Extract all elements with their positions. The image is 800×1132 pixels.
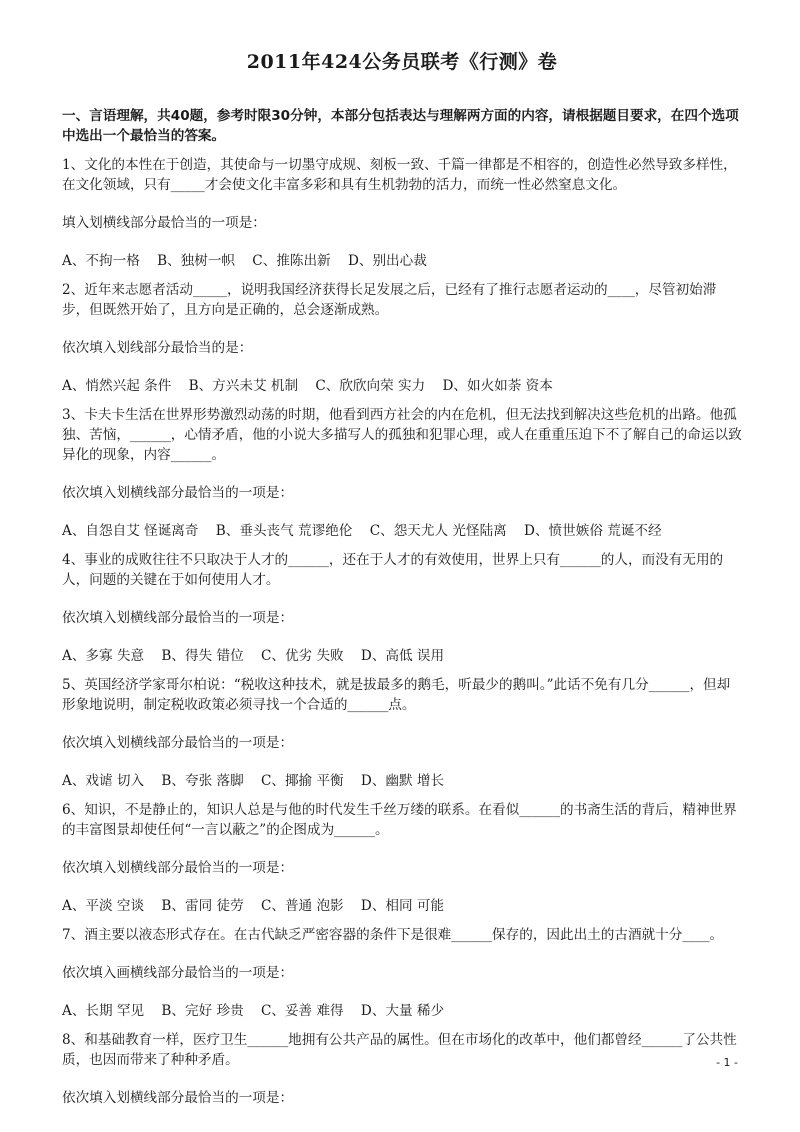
question-5 — [62, 675, 742, 791]
question-stem: 5、英国经济学家哥尔柏说：“税收这种技术，就是拔最多的鹅毛，听最少的鹅叫。”此话不免有几分______，但却形象地说明，制定税收政策必须寻找一个合适的______点。 — [62, 677, 731, 713]
question-prompt: 依次填入划横线部分最恰当的一项是： — [62, 735, 294, 751]
question-prompt: 依次填入划横线部分最恰当的一项是： — [62, 610, 294, 626]
question-prompt: 依次填入划横线部分最恰当的一项是： — [62, 1090, 294, 1106]
question-stem: 8、和基础教育一样，医疗卫生______地拥有公共产品的属性。但在市场化的改革中，他们都曾经______了公共性质，也因而带来了种种矛盾。 — [62, 1032, 737, 1068]
question-prompt: 依次填入画横线部分最恰当的一项是： — [62, 965, 294, 981]
document-page — [62, 48, 742, 1108]
question-options: A、悄然兴起 条件 B、方兴未艾 机制 C、欣欣向荣 实力 D、如火如荼 资本 — [62, 378, 553, 394]
question-stem: 6、知识，不是静止的，知识人总是与他的时代发生千丝万缕的联系。在看似______的书斋生活的背后，精神世界的丰富图景却使任何“一言以蔽之”的企图成为______。 — [62, 802, 737, 838]
question-stem: 4、事业的成败往往不只取决于人才的______，还在于人才的有效使用，世界上只有______的人，而没有无用的人，问题的关键在于如何使用人才。 — [62, 552, 724, 588]
document-title: 2011年424公务员联考《行测》卷 — [246, 51, 558, 73]
question-options: A、不拘一格 B、独树一帜 C、推陈出新 D、别出心裁 — [62, 253, 427, 269]
question-stem: 2、近年来志愿者活动_____，说明我国经济获得长足发展之后，已经有了推行志愿者运动的____，尽管初始滞步，但既然开始了，且方向是正确的，总会逐渐成熟。 — [62, 282, 717, 318]
question-options: A、戏谑 切入 B、夸张 落脚 C、揶揄 平衡 D、幽默 增长 — [62, 773, 445, 789]
question-options: A、长期 罕见 B、完好 珍贵 C、妥善 难得 D、大量 稀少 — [62, 1003, 445, 1019]
question-stem: 3、卡夫卡生活在世界形势激烈动荡的时期，他看到西方社会的内在危机，但无法找到解决这些危机的出路。他孤独、苦恼，______，心情矛盾，他的小说大多描写人的孤独和犯罪心理，或人在重重压迫下不了解自己的命运以致异化的现象，内容______。 — [62, 407, 742, 463]
question-prompt: 填入划横线部分最恰当的一项是： — [62, 215, 266, 231]
question-stem: 1、文化的本性在于创造，其使命与一切墨守成规、刻板一致、千篇一律都是不相容的，创造性必然导致多样性，在文化领域，只有_____才会使文化丰富多彩和具有生机勃勃的活力，而统一性必然窒息文化。 — [62, 157, 737, 193]
question-options: A、平淡 空谈 B、雷同 徒劳 C、普通 泡影 D、相同 可能 — [62, 898, 445, 914]
question-6 — [62, 800, 742, 916]
question-4 — [62, 550, 742, 666]
question-options: A、多寡 失意 B、得失 错位 C、优劣 失败 D、高低 误用 — [62, 648, 445, 664]
question-1 — [62, 155, 742, 271]
question-3 — [62, 405, 742, 541]
question-prompt: 依次填入划横线部分最恰当的一项是： — [62, 860, 294, 876]
question-prompt: 依次填入划线部分最恰当的是： — [62, 340, 253, 356]
question-8 — [62, 1030, 742, 1108]
question-list — [62, 155, 742, 1108]
question-stem: 7、酒主要以液态形式存在。在古代缺乏严密容器的条件下是很难______保存的，因此出土的古酒就十分____。 — [62, 927, 724, 943]
question-options: A、自怨自艾 怪诞离奇 B、垂头丧气 荒谬绝伦 C、怨天尤人 光怪陆离 D、愤世嫉俗 荒诞不经 — [62, 523, 662, 539]
question-7 — [62, 925, 742, 1021]
question-2 — [62, 280, 742, 396]
question-prompt: 依次填入划横线部分最恰当的一项是： — [62, 485, 294, 501]
page-number: - 1 - — [716, 1056, 738, 1069]
section-intro: 一、言语理解，共40题，参考时限30分钟，本部分包括表达与理解两方面的内容，请根据题目要求，在四个选项中选出一个最恰当的答案。 — [62, 108, 739, 144]
